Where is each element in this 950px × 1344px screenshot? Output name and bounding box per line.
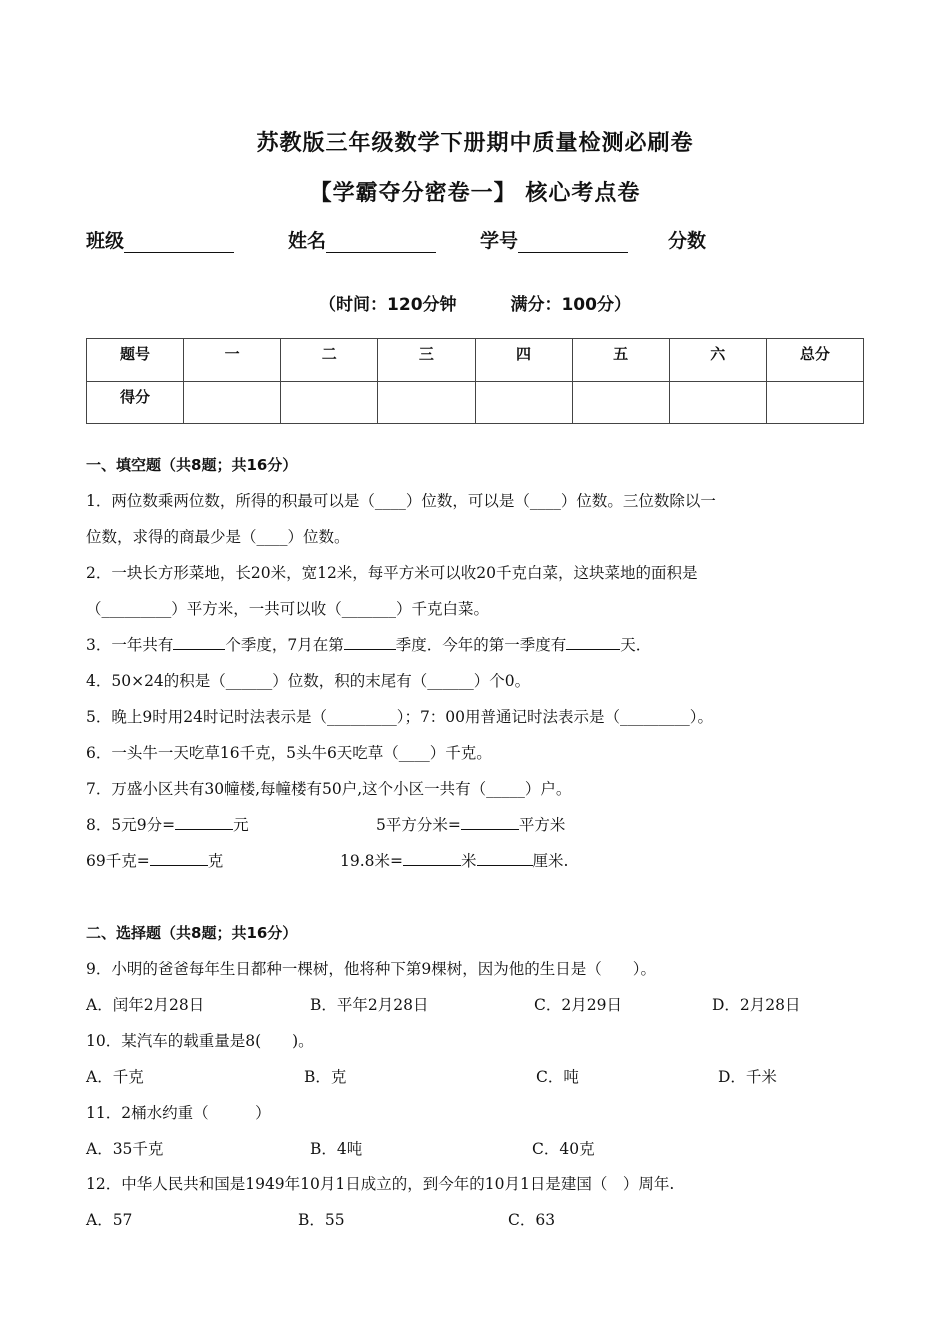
option-b[interactable]: B．55 bbox=[298, 1211, 345, 1229]
question-11: 11．2桶水约重（ ） bbox=[86, 1104, 271, 1122]
question-1-line-1: 1．两位数乘两位数，所得的积最可以是（____）位数，可以是（____）位数。三位数除以一 bbox=[86, 492, 716, 510]
question-7: 7．万盛小区共有30幢楼,每幢楼有50户,这个小区一共有（_____）户。 bbox=[86, 780, 572, 798]
question-3: 3．一年共有 个季度，7月在第 季度．今年的第一季度有 天． bbox=[86, 633, 876, 655]
option-b[interactable]: B．4吨 bbox=[310, 1140, 363, 1158]
question-12: 12．中华人民共和国是1949年10月1日成立的，到今年的10月1日是建国（ ）周年. bbox=[86, 1175, 675, 1193]
score-cell[interactable] bbox=[475, 381, 572, 424]
option-c[interactable]: C．63 bbox=[508, 1211, 556, 1229]
option-b[interactable]: B．克 bbox=[304, 1068, 347, 1086]
question-9: 9．小明的爸爸每年生日都种一棵树，他将种下第9棵树，因为他的生日是（ ）。 bbox=[86, 960, 656, 978]
time-score-line bbox=[0, 290, 950, 315]
q8-yuan-conversion: 8．5元9分= 元 bbox=[86, 813, 249, 835]
question-2-line-1: 2．一块长方形菜地，长20米，宽12米，每平方米可以收20千克白菜，这块菜地的面积是 bbox=[86, 564, 698, 582]
score-field: 分数 bbox=[668, 230, 707, 252]
option-a[interactable]: A．闰年2月28日 bbox=[86, 996, 205, 1014]
option-b[interactable]: B．平年2月28日 bbox=[310, 996, 429, 1014]
score-table bbox=[86, 338, 864, 424]
score-header-cell: 六 bbox=[669, 339, 766, 382]
score-header-cell: 总分 bbox=[766, 339, 863, 382]
student-info-row bbox=[86, 226, 886, 256]
question-6: 6．一头牛一天吃草16千克，5头牛6天吃草（____）千克。 bbox=[86, 744, 492, 762]
class-field: 班级 bbox=[86, 226, 234, 253]
score-cell[interactable] bbox=[669, 381, 766, 424]
exam-subtitle: 【学霸夺分密卷一】 核心考点卷 bbox=[309, 181, 641, 206]
score-table-score-row bbox=[87, 381, 864, 424]
question-4: 4．50×24的积是（______）位数，积的末尾有（______）个0。 bbox=[86, 672, 531, 690]
question-1-line-2: 位数，求得的商最少是（____）位数。 bbox=[86, 528, 350, 546]
option-a[interactable]: A．千克 bbox=[86, 1068, 144, 1086]
score-row-label: 得分 bbox=[87, 381, 184, 424]
student-id-field: 学号 bbox=[480, 226, 628, 253]
option-c[interactable]: C．40克 bbox=[532, 1140, 595, 1158]
score-cell[interactable] bbox=[184, 381, 281, 424]
section1-heading: 一、填空题（共8题；共16分） bbox=[86, 456, 298, 474]
option-a[interactable]: A．35千克 bbox=[86, 1140, 164, 1158]
score-header-cell: 三 bbox=[378, 339, 475, 382]
question-10: 10．某汽车的载重量是8( )。 bbox=[86, 1032, 314, 1050]
exam-title: 苏教版三年级数学下册期中质量检测必刷卷 bbox=[256, 131, 694, 156]
score-header-cell: 题号 bbox=[87, 339, 184, 382]
option-a[interactable]: A．57 bbox=[86, 1211, 133, 1229]
full-score: 满分：100分） bbox=[510, 295, 631, 315]
option-d[interactable]: D．千米 bbox=[718, 1068, 777, 1086]
q8-length-conversion: 19.8米= 米 厘米. bbox=[340, 849, 568, 871]
option-d[interactable]: D．2月28日 bbox=[712, 996, 801, 1014]
q8-mass-conversion: 69千克= 克 bbox=[86, 849, 223, 871]
score-header-cell: 四 bbox=[475, 339, 572, 382]
section2-heading: 二、选择题（共8题；共16分） bbox=[86, 924, 298, 942]
score-table-header-row bbox=[87, 339, 864, 382]
score-cell[interactable] bbox=[766, 381, 863, 424]
score-cell[interactable] bbox=[378, 381, 475, 424]
option-c[interactable]: C．吨 bbox=[536, 1068, 579, 1086]
question-5: 5．晚上9时用24时记时法表示是（_________）；7：00用普通记时法表示是（_________）。 bbox=[86, 708, 714, 726]
option-c[interactable]: C．2月29日 bbox=[534, 996, 622, 1014]
time-limit: （时间：120分钟 bbox=[319, 295, 457, 315]
score-cell[interactable] bbox=[281, 381, 378, 424]
question-2-line-2: （_________）平方米，一共可以收（_______）千克白菜。 bbox=[86, 600, 490, 618]
q8-area-conversion: 5平方分米= 平方米 bbox=[376, 813, 565, 835]
score-header-cell: 二 bbox=[281, 339, 378, 382]
score-header-cell: 一 bbox=[184, 339, 281, 382]
name-field: 姓名 bbox=[288, 226, 436, 253]
score-cell[interactable] bbox=[572, 381, 669, 424]
score-header-cell: 五 bbox=[572, 339, 669, 382]
